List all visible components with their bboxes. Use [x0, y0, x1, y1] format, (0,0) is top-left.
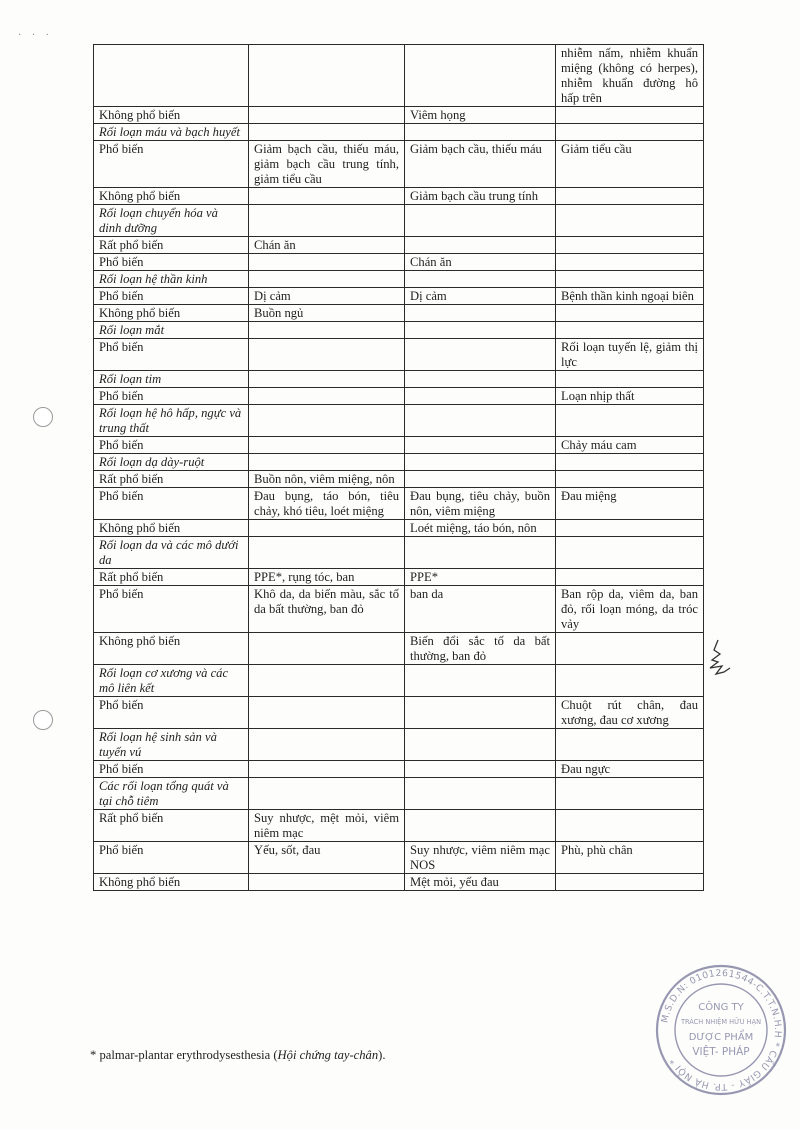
footnote-italic: Hội chứng tay-chân — [277, 1048, 379, 1062]
effect-cell-col3 — [405, 697, 556, 729]
table-row — [94, 488, 704, 520]
signature-mark — [700, 638, 734, 688]
category-label: Rối loạn hệ thần kinh — [94, 271, 249, 288]
empty-cell — [405, 371, 556, 388]
effect-cell-col2: Yếu, sốt, đau — [249, 842, 405, 874]
category-row — [94, 322, 704, 339]
footnote-prefix: * palmar-plantar erythrodysesthesia ( — [90, 1048, 278, 1062]
empty-cell — [249, 205, 405, 237]
effect-cell-col4 — [556, 305, 704, 322]
table-row — [94, 388, 704, 405]
table-row — [94, 586, 704, 633]
effect-cell-col3 — [405, 45, 556, 107]
stamp-ring-text: M.S.D.N: 0101261544-C.T.T.N.H.H * CẦU GIẤY - TP. HÀ NỘI * — [659, 967, 784, 1093]
category-label: Các rối loạn tổng quát và tại chỗ tiêm — [94, 778, 249, 810]
company-stamp — [653, 962, 789, 1098]
effect-cell-col3 — [405, 810, 556, 842]
scan-specks: · · · — [18, 30, 53, 41]
footnote — [90, 1048, 386, 1063]
effect-cell-col3: Loét miệng, táo bón, nôn — [405, 520, 556, 537]
empty-cell — [249, 454, 405, 471]
effect-cell-col4 — [556, 107, 704, 124]
effect-cell-col4: Bệnh thần kinh ngoại biên — [556, 288, 704, 305]
table-row — [94, 633, 704, 665]
table-row — [94, 339, 704, 371]
effect-cell-col3 — [405, 471, 556, 488]
frequency-cell: Không phổ biến — [94, 107, 249, 124]
frequency-cell: Không phổ biến — [94, 874, 249, 891]
empty-cell — [249, 371, 405, 388]
effect-cell-col4: Chuột rút chân, đau xương, đau cơ xương — [556, 697, 704, 729]
effect-cell-col3 — [405, 437, 556, 454]
table-row — [94, 288, 704, 305]
category-row — [94, 371, 704, 388]
table-row — [94, 141, 704, 188]
category-label: Rối loạn chuyển hóa và dinh dưỡng — [94, 205, 249, 237]
effect-cell-col2 — [249, 633, 405, 665]
effect-cell-col3: Dị cảm — [405, 288, 556, 305]
category-row — [94, 405, 704, 437]
effect-cell-col4: nhiễm nấm, nhiễm khuẩn miệng (không có herpes), nhiễm khuẩn đường hô hấp trên — [556, 45, 704, 107]
effect-cell-col2: Buồn nôn, viêm miệng, nôn — [249, 471, 405, 488]
category-label: Rối loạn dạ dày-ruột — [94, 454, 249, 471]
table-row — [94, 188, 704, 205]
effect-cell-col4 — [556, 810, 704, 842]
empty-cell — [405, 778, 556, 810]
effect-cell-col2 — [249, 188, 405, 205]
empty-cell — [405, 454, 556, 471]
effect-cell-col3: Mệt mỏi, yếu đau — [405, 874, 556, 891]
effect-cell-col4: Đau ngực — [556, 761, 704, 778]
effect-cell-col3: Viêm họng — [405, 107, 556, 124]
effect-cell-col4 — [556, 520, 704, 537]
effect-cell-col3 — [405, 761, 556, 778]
frequency-cell: Phổ biến — [94, 254, 249, 271]
stamp-line-3: DƯỢC PHẨM — [688, 1032, 754, 1043]
effect-cell-col2 — [249, 107, 405, 124]
category-label: Rối loạn hệ hô hấp, ngực và trung thất — [94, 405, 249, 437]
empty-cell — [556, 371, 704, 388]
empty-cell — [556, 537, 704, 569]
frequency-cell: Phổ biến — [94, 842, 249, 874]
effect-cell-col2 — [249, 45, 405, 107]
empty-cell — [249, 124, 405, 141]
table-row — [94, 437, 704, 454]
frequency-cell: Phổ biến — [94, 339, 249, 371]
effect-cell-col3: Giảm bạch cầu, thiếu máu — [405, 141, 556, 188]
empty-cell — [405, 124, 556, 141]
effect-cell-col2 — [249, 761, 405, 778]
effect-cell-col4 — [556, 874, 704, 891]
table-row — [94, 520, 704, 537]
effect-cell-col4: Ban rộp da, viêm da, ban đỏ, rối loạn móng, da tróc vảy — [556, 586, 704, 633]
empty-cell — [556, 124, 704, 141]
effect-cell-col4: Rối loạn tuyến lệ, giảm thị lực — [556, 339, 704, 371]
stamp-inner-ring — [675, 984, 767, 1076]
effect-cell-col3 — [405, 388, 556, 405]
punch-hole-bottom — [33, 710, 53, 730]
category-label: Rối loạn hệ sinh sản và tuyến vú — [94, 729, 249, 761]
category-label: Rối loạn tim — [94, 371, 249, 388]
effect-cell-col3: Chán ăn — [405, 254, 556, 271]
effect-cell-col2: Dị cảm — [249, 288, 405, 305]
effect-cell-col3: Biến đổi sắc tố da bất thường, ban đỏ — [405, 633, 556, 665]
table-row — [94, 237, 704, 254]
effect-cell-col4: Đau miệng — [556, 488, 704, 520]
effect-cell-col4 — [556, 188, 704, 205]
frequency-cell: Phổ biến — [94, 141, 249, 188]
category-row — [94, 454, 704, 471]
table-row — [94, 697, 704, 729]
effect-cell-col2: Giảm bạch cầu, thiếu máu, giảm bạch cầu trung tính, giảm tiểu cầu — [249, 141, 405, 188]
frequency-cell: Không phổ biến — [94, 520, 249, 537]
empty-cell — [556, 778, 704, 810]
effect-cell-col3: Suy nhược, viêm niêm mạc NOS — [405, 842, 556, 874]
empty-cell — [249, 405, 405, 437]
empty-cell — [556, 729, 704, 761]
effect-cell-col4 — [556, 237, 704, 254]
category-label: Rối loạn máu và bạch huyết — [94, 124, 249, 141]
effect-cell-col2 — [249, 874, 405, 891]
effect-cell-col2 — [249, 388, 405, 405]
table-row — [94, 569, 704, 586]
empty-cell — [556, 454, 704, 471]
empty-cell — [249, 271, 405, 288]
table-row — [94, 761, 704, 778]
effect-cell-col3 — [405, 339, 556, 371]
effect-cell-col3: PPE* — [405, 569, 556, 586]
effect-cell-col2: Buồn ngủ — [249, 305, 405, 322]
effect-cell-col2 — [249, 254, 405, 271]
empty-cell — [405, 271, 556, 288]
empty-cell — [556, 271, 704, 288]
frequency-cell: Phổ biến — [94, 697, 249, 729]
frequency-cell: Phổ biến — [94, 586, 249, 633]
table-row — [94, 810, 704, 842]
empty-cell — [556, 205, 704, 237]
effect-cell-col2 — [249, 697, 405, 729]
category-row — [94, 665, 704, 697]
table-row — [94, 471, 704, 488]
effect-cell-col4: Loạn nhịp thất — [556, 388, 704, 405]
effect-cell-col4 — [556, 471, 704, 488]
empty-cell — [249, 322, 405, 339]
effect-cell-col4: Phù, phù chân — [556, 842, 704, 874]
frequency-cell: Phổ biến — [94, 437, 249, 454]
empty-cell — [405, 665, 556, 697]
effect-cell-col4 — [556, 569, 704, 586]
stamp-line-1: CÔNG TY — [698, 1002, 744, 1013]
stamp-line-2: TRÁCH NHIỆM HỮU HẠN — [680, 1018, 762, 1026]
stamp-outer-ring — [657, 966, 785, 1094]
frequency-cell: Phổ biến — [94, 761, 249, 778]
effect-cell-col4: Chảy máu cam — [556, 437, 704, 454]
effect-cell-col4: Giảm tiểu cầu — [556, 141, 704, 188]
frequency-cell: Rất phổ biến — [94, 810, 249, 842]
effect-cell-col2: Chán ăn — [249, 237, 405, 254]
category-row — [94, 729, 704, 761]
effect-cell-col3: Đau bụng, tiêu chảy, buồn nôn, viêm miệng — [405, 488, 556, 520]
frequency-cell: Rất phổ biến — [94, 471, 249, 488]
empty-cell — [405, 537, 556, 569]
frequency-cell: Phổ biến — [94, 388, 249, 405]
table-row — [94, 842, 704, 874]
category-row — [94, 124, 704, 141]
effect-cell-col2: PPE*, rụng tóc, ban — [249, 569, 405, 586]
frequency-cell: Rất phổ biến — [94, 237, 249, 254]
table-row — [94, 254, 704, 271]
frequency-cell — [94, 45, 249, 107]
category-row — [94, 205, 704, 237]
category-row — [94, 778, 704, 810]
category-row — [94, 271, 704, 288]
frequency-cell: Không phổ biến — [94, 633, 249, 665]
frequency-cell: Phổ biến — [94, 288, 249, 305]
table-row — [94, 874, 704, 891]
frequency-cell: Phổ biến — [94, 488, 249, 520]
punch-hole-top — [33, 407, 53, 427]
effect-cell-col3 — [405, 305, 556, 322]
category-label: Rối loạn da và các mô dưới da — [94, 537, 249, 569]
table-row — [94, 107, 704, 124]
empty-cell — [249, 665, 405, 697]
frequency-cell: Không phổ biến — [94, 305, 249, 322]
effect-cell-col3: ban da — [405, 586, 556, 633]
effect-cell-col3 — [405, 237, 556, 254]
effect-cell-col4 — [556, 633, 704, 665]
effect-cell-col2: Đau bụng, táo bón, tiêu chảy, khó tiêu, loét miệng — [249, 488, 405, 520]
effect-cell-col2 — [249, 520, 405, 537]
effect-cell-col2 — [249, 339, 405, 371]
stamp-line-4: VIỆT- PHÁP — [692, 1046, 750, 1058]
effect-cell-col2: Suy nhược, mệt mỏi, viêm niêm mạc — [249, 810, 405, 842]
empty-cell — [556, 665, 704, 697]
empty-cell — [556, 322, 704, 339]
empty-cell — [249, 778, 405, 810]
adverse-effects-table — [93, 44, 704, 891]
empty-cell — [405, 205, 556, 237]
category-label: Rối loạn cơ xương và các mô liên kết — [94, 665, 249, 697]
empty-cell — [405, 405, 556, 437]
category-row — [94, 537, 704, 569]
footnote-suffix: ). — [378, 1048, 386, 1062]
effect-cell-col3: Giảm bạch cầu trung tính — [405, 188, 556, 205]
empty-cell — [556, 405, 704, 437]
empty-cell — [405, 322, 556, 339]
category-label: Rối loạn mắt — [94, 322, 249, 339]
table-body — [94, 45, 704, 891]
frequency-cell: Rất phổ biến — [94, 569, 249, 586]
empty-cell — [249, 729, 405, 761]
empty-cell — [249, 537, 405, 569]
effect-cell-col2 — [249, 437, 405, 454]
table-row — [94, 45, 704, 107]
table-row — [94, 305, 704, 322]
effect-cell-col2: Khô da, da biến màu, sắc tố da bất thường, ban đỏ — [249, 586, 405, 633]
effect-cell-col4 — [556, 254, 704, 271]
empty-cell — [405, 729, 556, 761]
frequency-cell: Không phổ biến — [94, 188, 249, 205]
